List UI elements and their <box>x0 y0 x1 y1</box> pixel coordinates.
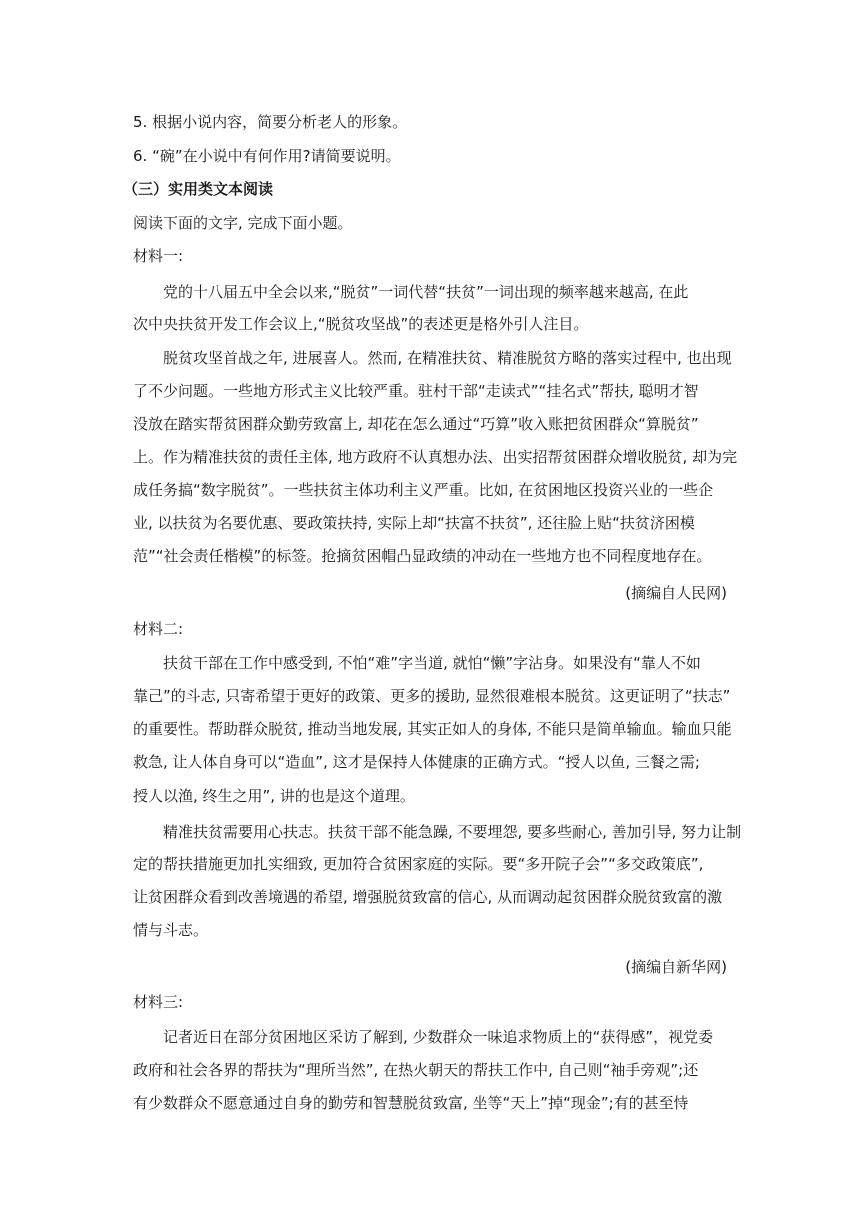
material1-line: 范”“社会责任楷模”的标签。抢摘贫困帽凸显政绩的冲动在一些地方也不同程度地存在。 <box>133 547 712 565</box>
material2-line: 靠己”的斗志, 只寄希望于更好的政策、更多的援助, 显然很难根本脱贫。这更证明了“扶志” <box>133 687 731 705</box>
material1-line: 上。作为精准扶贫的责任主体, 地方政府不认真想办法、出实招帮贫困群众增收脱贫, 却为完 <box>133 448 738 466</box>
material1-label: 材料一: <box>133 247 184 265</box>
material3-label: 材料三: <box>133 993 184 1011</box>
material2-line: 定的帮扶措施更加扎实细致, 更加符合贫困家庭的实际。要“多开院子会”“多交政策底”, <box>133 855 704 873</box>
section-title: （三）实用类文本阅读 <box>123 180 274 198</box>
material1-line: 脱贫攻坚首战之年, 进展喜人。然而, 在精准扶贫、精准脱贫方略的落实过程中, 也出现 <box>163 349 732 367</box>
material2-line: 扶贫干部在工作中感受到, 不怕“难”字当道, 就怕“懒”字沾身。如果没有“靠人不如 <box>163 654 701 672</box>
material1-line: 次中央扶贫开发工作会议上,“脱贫攻坚战”的表述更是格外引人注目。 <box>133 315 589 333</box>
material3-line: 有少数群众不愿意通过自身的勤劳和智慧脱贫致富, 坐等“天上”掉“现金”;有的甚至恃 <box>133 1094 689 1112</box>
material1-line: 成任务搞“数字脱贫”。一些扶贫主体功利主义严重。比如, 在贫困地区投资兴业的一些企 <box>133 481 714 499</box>
material1-source: (摘编自人民网) <box>625 584 727 602</box>
material3-line: 政府和社会各界的帮扶为“理所当然”, 在热火朝天的帮扶工作中, 自己则“袖手旁观”;还 <box>133 1061 699 1079</box>
material3-line: 记者近日在部分贫困地区采访了解到, 少数群众一味追求物质上的“获得感”，视党委 <box>163 1028 714 1046</box>
question-6: 6. “碗”在小说中有何作用?请简要说明。 <box>133 147 401 165</box>
material2-line: 救急, 让人体自身可以“造血”, 这才是保持人体健康的正确方式。“授人以鱼, 三餐之需; <box>133 753 700 771</box>
material2-line: 让贫困群众看到改善境遇的希望, 增强脱贫致富的信心, 从而调动起贫困群众脱贫致富的激 <box>133 888 723 906</box>
question-5: 5. 根据小说内容，简要分析老人的形象。 <box>133 113 408 131</box>
material2-line: 精准扶贫需要用心扶志。扶贫干部不能急躁, 不要埋怨, 要多些耐心, 善加引导, 努力让制 <box>163 823 742 841</box>
material2-line: 情与斗志。 <box>133 921 209 939</box>
material1-line: 没放在踏实帮贫困群众勤劳致富上, 却花在怎么通过“巧算”收入账把贫困群众“算脱贫” <box>133 415 699 433</box>
material2-source: (摘编自新华网) <box>625 958 727 976</box>
material1-line: 了不少问题。一些地方形式主义比较严重。驻村干部“走读式”“挂名式”帮扶, 聪明才智 <box>133 382 699 400</box>
instruction: 阅读下面的文字, 完成下面小题。 <box>133 214 353 232</box>
material1-line: 业, 以扶贫为名要优惠、要政策扶持, 实际上却“扶富不扶贫”, 还往脸上贴“扶贫济困模 <box>133 514 695 532</box>
material2-label: 材料二: <box>133 620 184 638</box>
material2-line: 的重要性。帮助群众脱贫, 推动当地发展, 其实正如人的身体, 不能只是简单输血。输血只能 <box>133 720 732 738</box>
material1-line: 党的十八届五中全会以来,“脱贫”一词代替“扶贫”一词出现的频率越来越高, 在此 <box>163 283 689 301</box>
material2-line: 授人以渔, 终生之用”, 讲的也是这个道理。 <box>133 787 415 805</box>
